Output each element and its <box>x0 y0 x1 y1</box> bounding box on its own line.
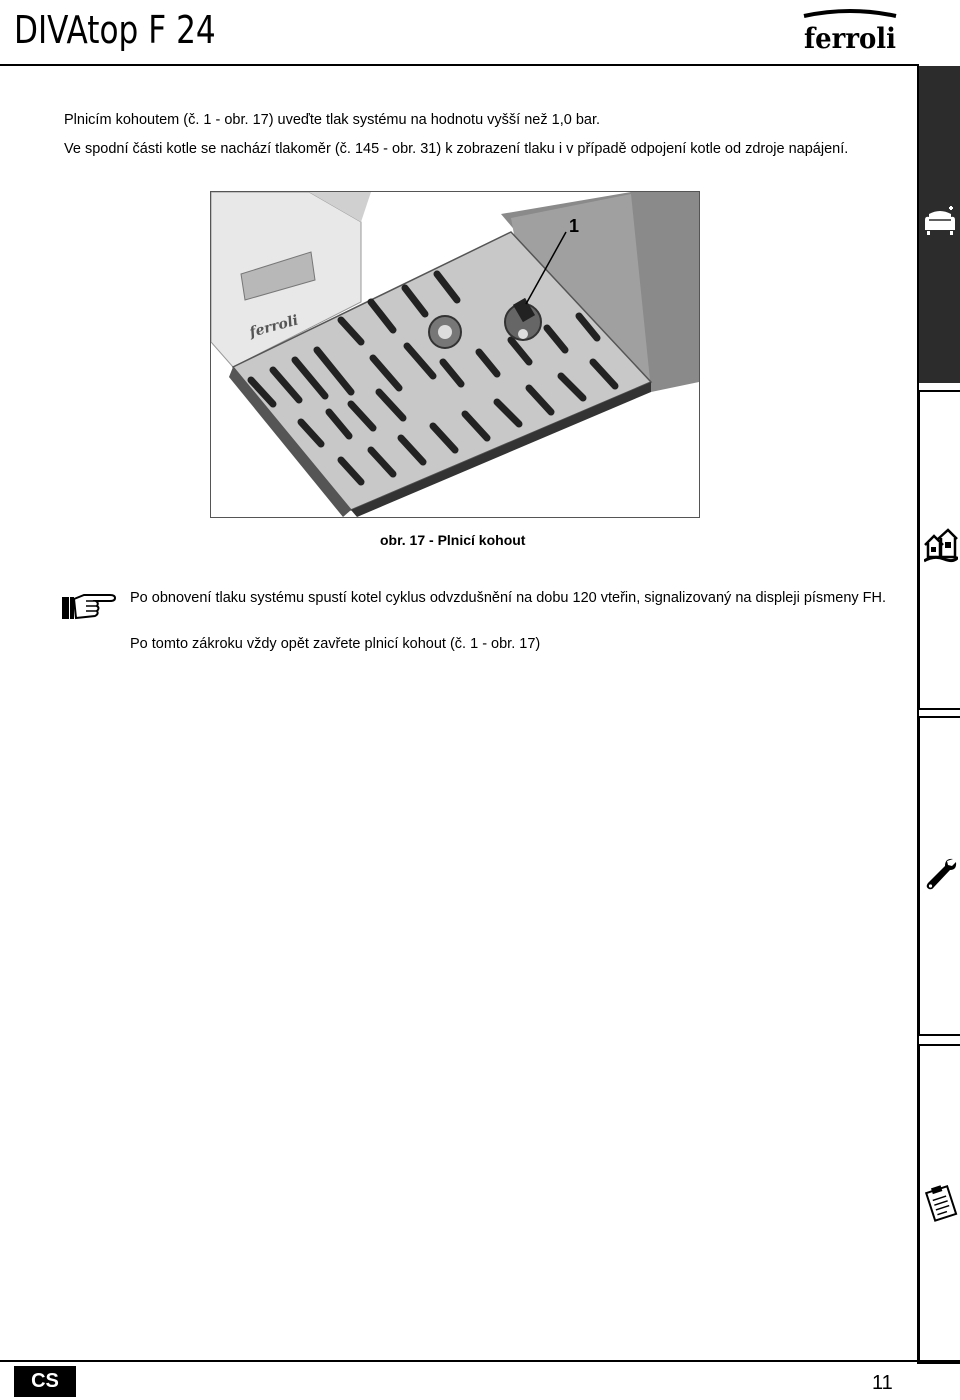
svg-text:ferroli: ferroli <box>804 22 896 54</box>
note-close-tap: Po tomto zákroku vždy opět zavřete plnicí kohout (č. 1 - obr. 17) <box>130 636 541 652</box>
user-armchair-icon <box>923 206 957 240</box>
clipboard-icon <box>924 1184 958 1222</box>
tab-installer[interactable] <box>919 390 960 710</box>
tab-technical-data[interactable] <box>919 1044 960 1364</box>
paragraph-fill-pressure: Plnicím kohoutem (č. 1 - obr. 17) uveďte tlak systému na hodnotu vyšší než 1,0 bar. <box>64 112 601 128</box>
language-badge: CS <box>14 1366 76 1397</box>
tab-user[interactable] <box>919 66 960 383</box>
header-rule <box>0 64 918 66</box>
callout-number: 1 <box>569 216 580 236</box>
boiler-illustration <box>211 192 699 517</box>
note-deaeration: Po obnovení tlaku systému spustí kotel cyklus odvzdušnění na dobu 120 vteřin, signalizovaný na displeji písmeny FH. <box>130 590 887 606</box>
wrench-icon <box>923 856 957 892</box>
figure-caption: obr. 17 - Plnicí kohout <box>380 532 526 548</box>
figure-logo-text: ferroli <box>247 312 300 341</box>
page-number: 11 <box>872 1372 893 1394</box>
document-title: DIVAtop F 24 <box>14 8 216 52</box>
installer-house-icon <box>924 527 958 563</box>
paragraph-pressure-gauge: Ve spodní části kotle se nachází tlakoměr (č. 145 - obr. 31) k zobrazení tlaku i v případě odpojení kotle od zdroje napájení. <box>64 141 849 157</box>
footer-rule <box>0 1360 960 1362</box>
ferroli-logo <box>800 8 900 54</box>
tab-service[interactable] <box>919 716 960 1036</box>
pointing-hand-icon <box>62 591 118 621</box>
figure-filling-tap <box>210 191 700 518</box>
